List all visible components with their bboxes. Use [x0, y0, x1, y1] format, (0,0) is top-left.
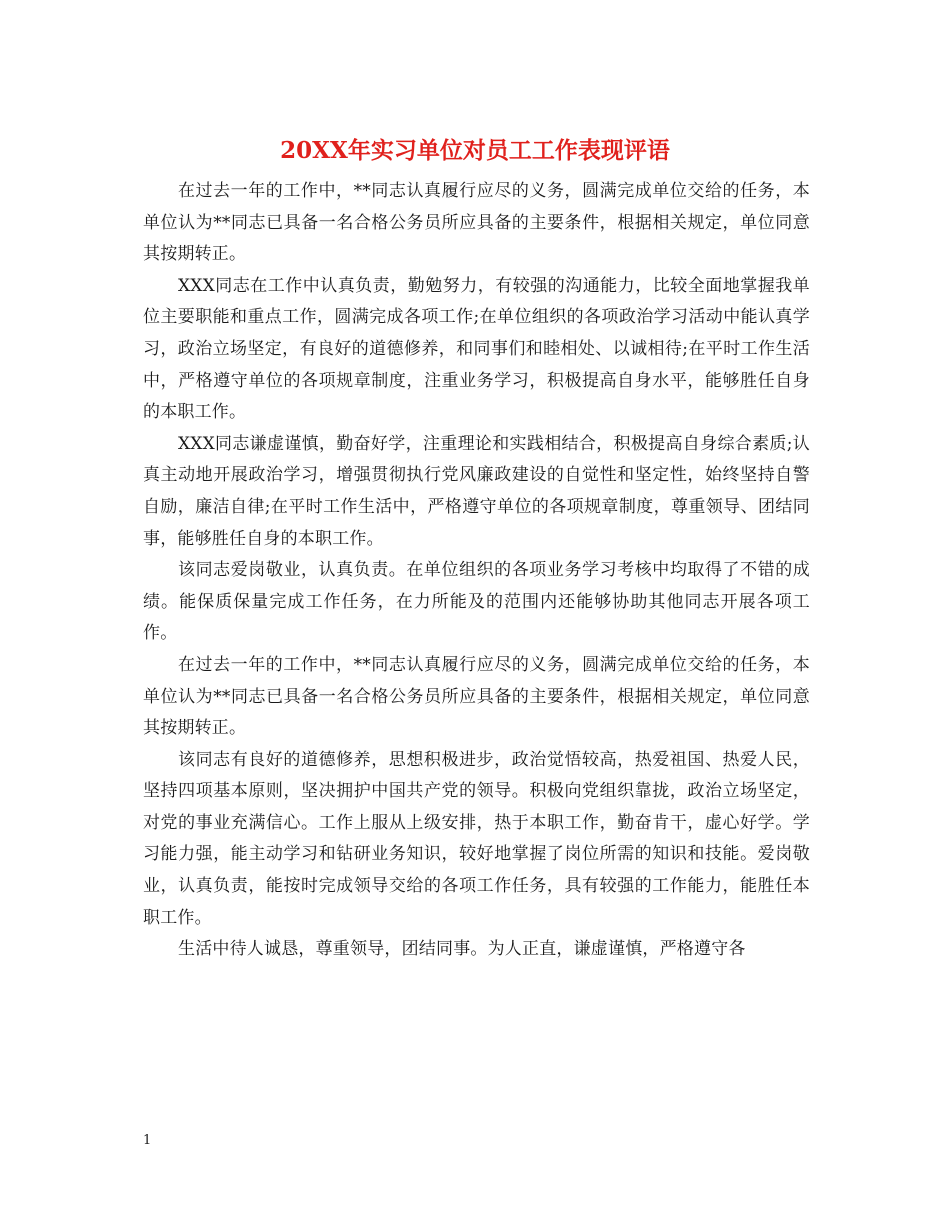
paragraph-6: 该同志有良好的道德修养，思想积极进步，政治觉悟较高，热爱祖国、热爱人民，坚持四项基本原则，坚决拥护中国共产党的领导。积极向党组织靠拢，政治立场坚定，对党的事业充满信心。工作上服从上级安排，热于本职工作，勤奋肯干，虚心好学。学习能力强，能主动学习和钻研业务知识，较好地掌握了岗位所需的知识和技能。爱岗敬业，认真负责，能按时完成领导交给的各项工作任务，具有较强的工作能力，能胜任本职工作。: [143, 749, 810, 928]
document-body: [143, 176, 810, 966]
paragraph-5: 在过去一年的工作中，**同志认真履行应尽的义务，圆满完成单位交给的任务，本单位认为**同志已具备一名合格公务员所应具备的主要条件，根据相关规定，单位同意其按期转正。: [143, 654, 810, 739]
paragraph-4: 该同志爱岗敬业，认真负责。在单位组织的各项业务学习考核中均取得了不错的成绩。能保质保量完成工作任务，在力所能及的范围内还能够协助其他同志开展各项工作。: [143, 560, 810, 644]
paragraph-2: XXX同志在工作中认真负责，勤勉努力，有较强的沟通能力，比较全面地掌握我单位主要职能和重点工作，圆满完成各项工作;在单位组织的各项政治学习活动中能认真学习，政治立场坚定，有良好的道德修养，和同事们和睦相处、以诚相待;在平时工作生活中，严格遵守单位的各项规章制度，注重业务学习，积极提高自身水平，能够胜任自身的本职工作。: [143, 275, 810, 423]
paragraph-7: 生活中待人诚恳，尊重领导，团结同事。为人正直，谦虚谨慎，严格遵守各: [178, 939, 746, 960]
document-title: 20XX年实习单位对员工工作表现评语: [280, 137, 670, 164]
page-number: 1: [143, 1133, 152, 1148]
paragraph-3: XXX同志谦虚谨慎，勤奋好学，注重理论和实践相结合，积极提高自身综合素质;认真主动地开展政治学习，增强贯彻执行党风廉政建设的自觉性和坚定性，始终坚持自警自励，廉洁自律;在平时工作生活中，严格遵守单位的各项规章制度，尊重领导、团结同事，能够胜任自身的本职工作。: [143, 433, 810, 549]
paragraph-1: 在过去一年的工作中，**同志认真履行应尽的义务，圆满完成单位交给的任务，本单位认为**同志已具备一名合格公务员所应具备的主要条件，根据相关规定，单位同意其按期转正。: [143, 181, 810, 265]
